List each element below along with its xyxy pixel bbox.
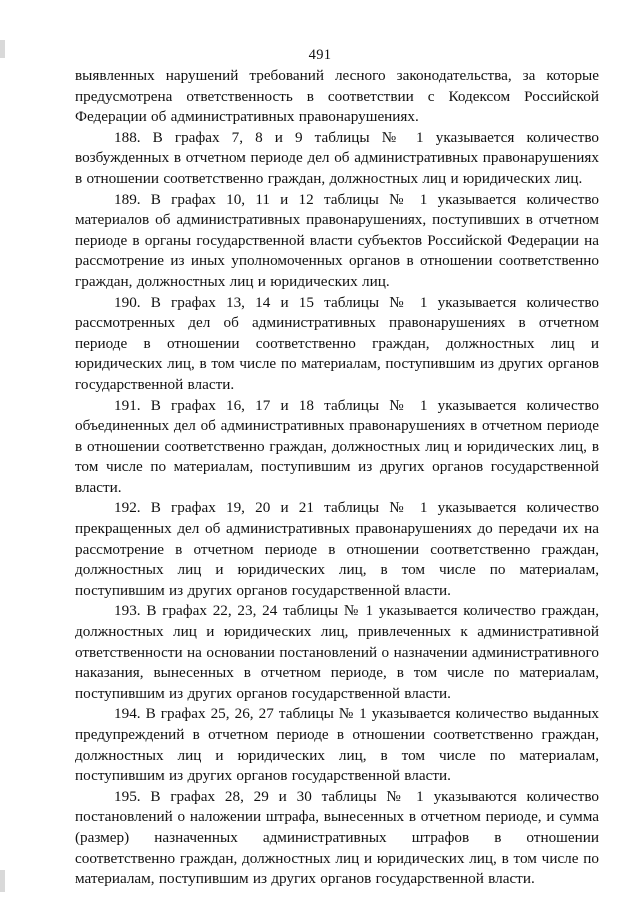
paragraph-188: 188. В графах 7, 8 и 9 таблицы № 1 указывается количество возбужденных в отчетном периоде дел об административных правонарушениях в отношении соответственно граждан, должностных лиц и юридических лиц.	[75, 128, 599, 187]
paragraph-190: 190. В графах 13, 14 и 15 таблицы № 1 указывается количество рассмотренных дел об административных правонарушениях в отчетном периоде в отношении соответственно граждан, должностных лиц и юридических лиц, в том числе по материалам, поступившим из других органов государственной власти.	[75, 293, 599, 393]
paragraph-189: 189. В графах 10, 11 и 12 таблицы № 1 указывается количество материалов об административных правонарушениях, поступивших в отчетном периоде в органы государственной власти субъектов Российской Федерации на рассмотрение из иных уполномоченных органов в отношении соответственно граждан, должностных лиц и юридических лиц.	[75, 190, 599, 290]
page-number: 491	[308, 47, 332, 63]
paragraph-192: 192. В графах 19, 20 и 21 таблицы № 1 указывается количество прекращенных дел об административных правонарушениях до передачи их на рассмотрение в отчетном периоде в отношении соответственно граждан, должностных лиц и юридических лиц, в том числе по материалам, поступившим из других органов государственной власти.	[75, 499, 599, 599]
paragraph-191: 191. В графах 16, 17 и 18 таблицы № 1 указывается количество объединенных дел об административных правонарушениях в отчетном периоде в отношении соответственно граждан, должностных лиц и юридических лиц, в том числе по материалам, поступившим из других органов государственной власти.	[75, 396, 599, 496]
scan-edge-mark	[0, 870, 5, 892]
paragraph-194: 194. В графах 25, 26, 27 таблицы № 1 указывается количество выданных предупреждений в отчетном периоде в отношении соответственно граждан, должностных лиц и юридических лиц, в том числе по материалам, поступившим из других органов государственной власти.	[75, 705, 599, 785]
paragraph-193: 193. В графах 22, 23, 24 таблицы № 1 указывается количество граждан, должностных лиц и юридических лиц, привлеченных к административной ответственности на основании постановлений о назначении административного наказания, вынесенных в отчетном периоде, в том числе по материалам, поступившим из других органов государственной власти.	[75, 602, 599, 702]
paragraph-195: 195. В графах 28, 29 и 30 таблицы № 1 указываются количество постановлений о наложении штрафа, вынесенных в отчетном периоде, и сумма (размер) назначенных административных штрафов в отношении соответственно граждан, должностных лиц и юридических лиц, в том числе по материалам, поступившим из других органов государственной власти.	[75, 787, 599, 888]
document-body	[75, 66, 599, 890]
paragraph-continuation: выявленных нарушений требований лесного законодательства, за которые предусмотрена ответственность в соответствии с Кодексом Российской Федерации об административных правонарушениях.	[75, 67, 599, 126]
